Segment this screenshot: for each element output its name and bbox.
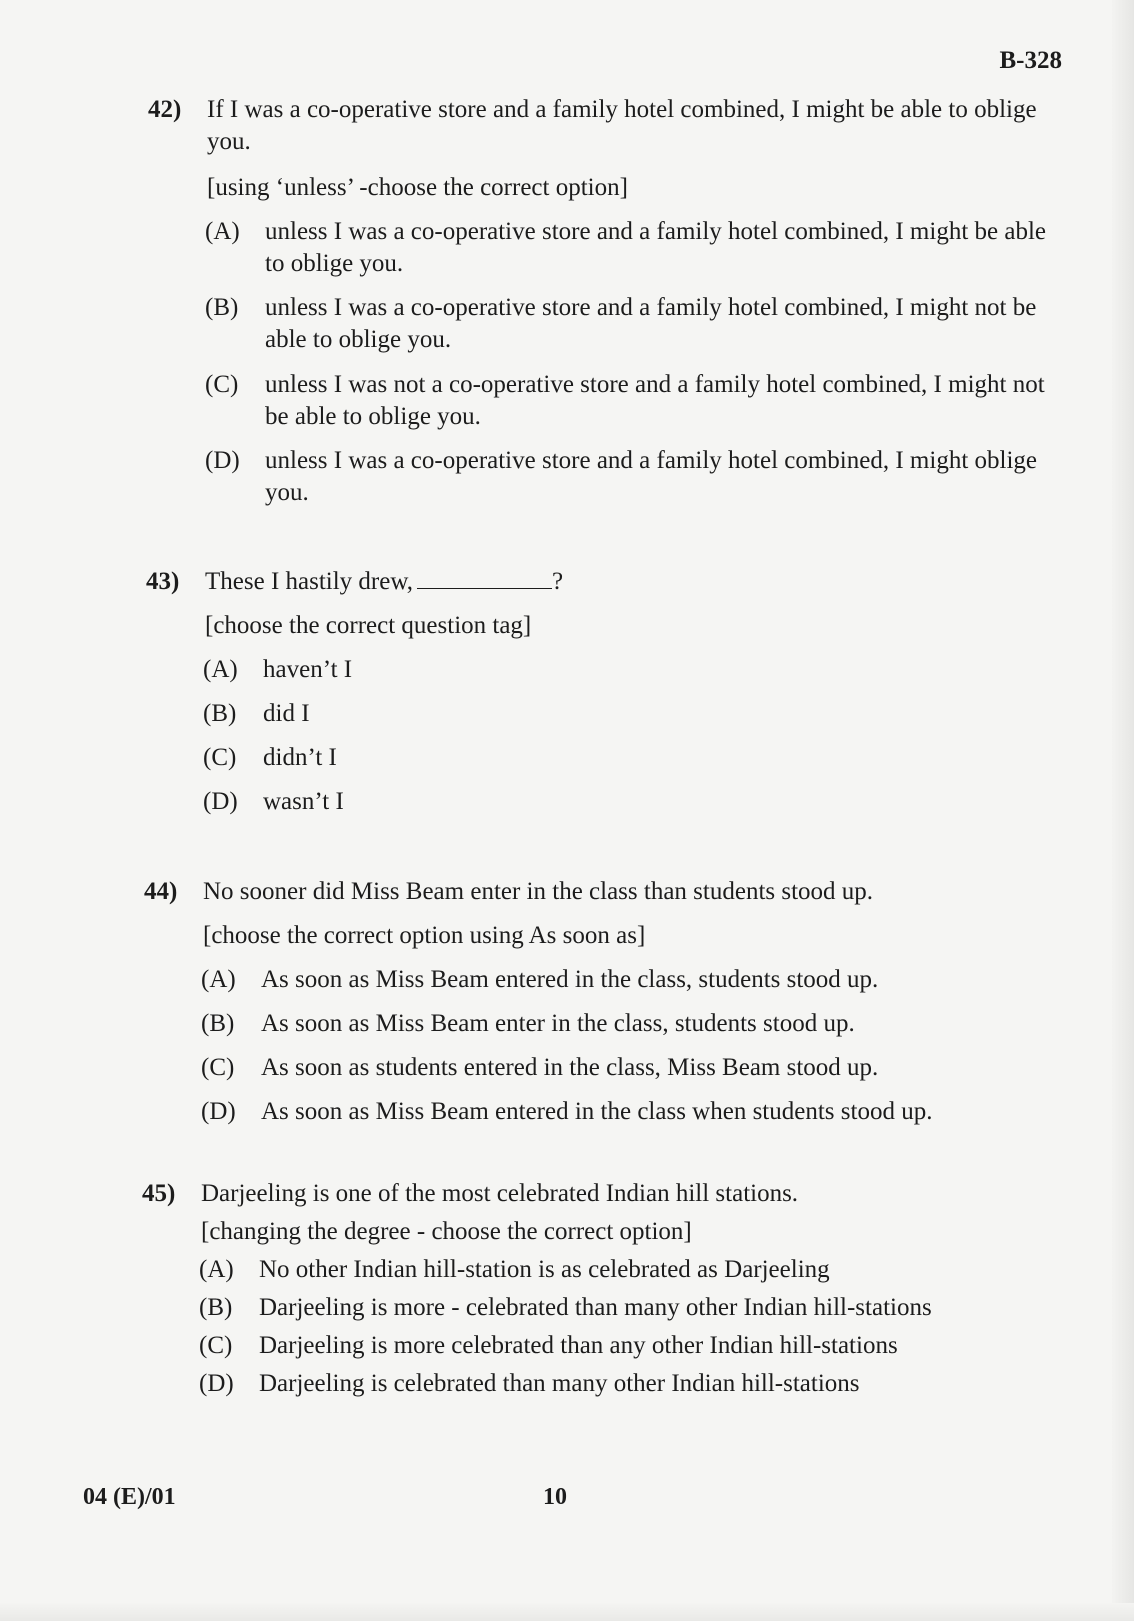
option-text: As soon as Miss Beam entered in the class when students stood up. <box>261 1098 933 1125</box>
question-instruction: [choose the correct question tag] <box>205 612 532 639</box>
page-number: 10 <box>543 1484 567 1510</box>
question-instruction: [choose the correct option using As soon as] <box>203 922 646 949</box>
question-45 <box>142 1178 1072 1398</box>
option-label: (B) <box>205 294 239 321</box>
option-text: Darjeeling is celebrated than many other Indian hill-stations <box>259 1370 860 1397</box>
question-44 <box>144 876 1074 1138</box>
option-label: (A) <box>199 1256 234 1283</box>
question-text-start: These I hastily drew, <box>205 568 414 595</box>
option-text: haven’t I <box>263 656 353 683</box>
option-label: (C) <box>201 1054 235 1081</box>
question-number: 42) <box>148 96 182 123</box>
footer-paper-code: 04 (E)/01 <box>83 1484 176 1510</box>
answer-blank <box>417 568 552 589</box>
option-label: (D) <box>199 1370 234 1397</box>
option-label: (D) <box>201 1098 236 1125</box>
option-text: unless I was a co-operative store and a family hotel combined, I might be able to oblige you. <box>265 218 1046 277</box>
paper-code: B-328 <box>999 47 1062 74</box>
question-number: 43) <box>146 568 180 595</box>
option-label: (C) <box>205 371 239 398</box>
question-42 <box>148 94 1068 514</box>
option-text: unless I was a co-operative store and a family hotel combined, I might not be able to oblige you. <box>265 294 1037 353</box>
option-text: As soon as Miss Beam entered in the class, students stood up. <box>261 966 879 993</box>
page-bottom-shadow <box>0 1603 1134 1621</box>
question-text: No sooner did Miss Beam enter in the class than students stood up. <box>203 878 874 905</box>
option-label: (A) <box>203 656 238 683</box>
question-number: 44) <box>144 878 178 905</box>
question-instruction: [using ‘unless’ -choose the correct option] <box>207 174 628 201</box>
option-label: (A) <box>201 966 236 993</box>
option-text: wasn’t I <box>263 788 344 815</box>
question-text: If I was a co-operative store and a family hotel combined, I might be able to oblige you. <box>207 96 1037 155</box>
option-text: unless I was a co-operative store and a family hotel combined, I might oblige you. <box>265 447 1037 506</box>
option-text: unless I was not a co-operative store and a family hotel combined, I might not be able to oblige you. <box>265 371 1045 430</box>
question-text: Darjeeling is one of the most celebrated Indian hill stations. <box>201 1180 799 1207</box>
option-label: (B) <box>201 1010 235 1037</box>
option-text: Darjeeling is more - celebrated than many other Indian hill-stations <box>259 1294 932 1321</box>
option-text: did I <box>263 700 310 727</box>
option-label: (B) <box>199 1294 233 1321</box>
question-43 <box>146 566 1066 826</box>
question-instruction: [changing the degree - choose the correct option] <box>201 1218 692 1245</box>
option-label: (B) <box>203 700 237 727</box>
option-text: Darjeeling is more celebrated than any other Indian hill-stations <box>259 1332 898 1359</box>
option-text: As soon as Miss Beam enter in the class, students stood up. <box>261 1010 855 1037</box>
option-label: (A) <box>205 218 240 245</box>
option-label: (C) <box>199 1332 233 1359</box>
option-label: (D) <box>203 788 238 815</box>
question-text-end: ? <box>552 568 564 595</box>
option-label: (C) <box>203 744 237 771</box>
option-label: (D) <box>205 447 240 474</box>
question-text <box>205 566 563 598</box>
option-text: No other Indian hill-station is as celebrated as Darjeeling <box>259 1256 830 1283</box>
page-edge-shadow <box>1112 0 1134 1621</box>
option-text: As soon as students entered in the class, Miss Beam stood up. <box>261 1054 879 1081</box>
question-number: 45) <box>142 1180 176 1207</box>
option-text: didn’t I <box>263 744 337 771</box>
